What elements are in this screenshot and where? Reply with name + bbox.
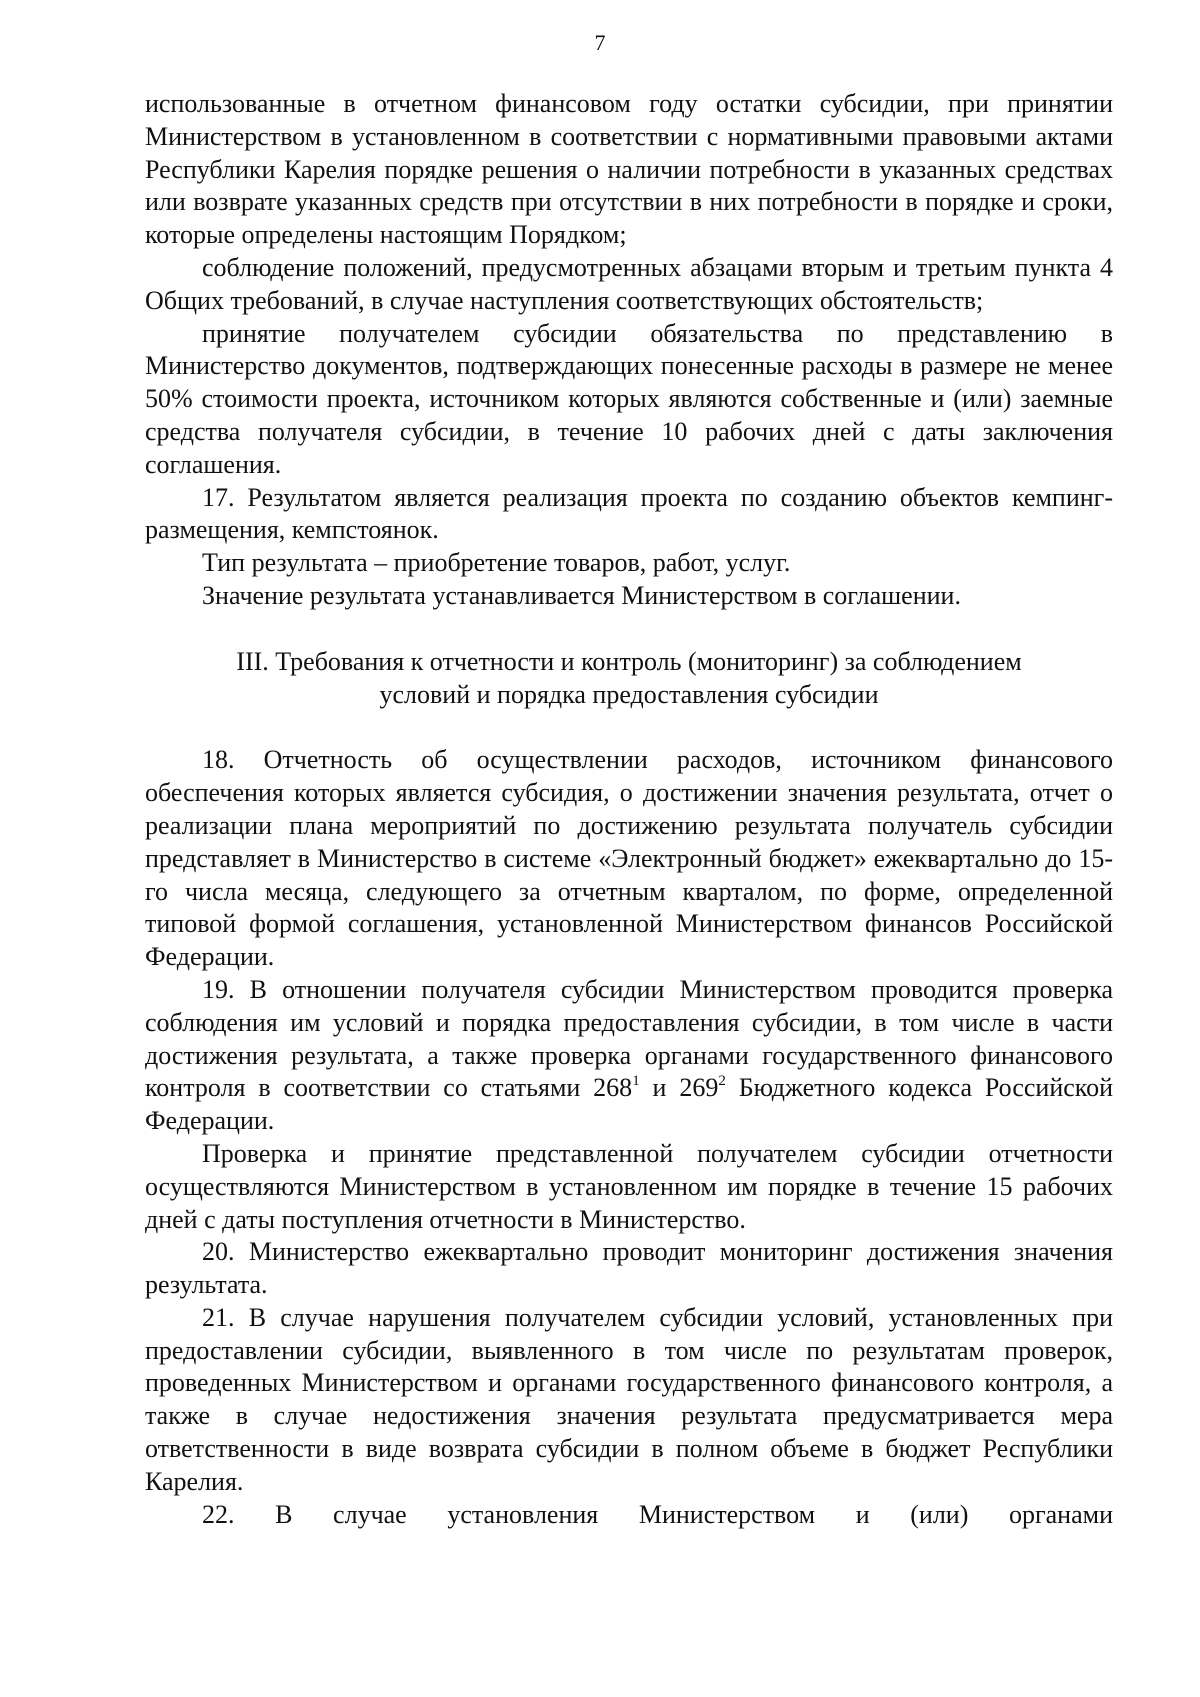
superscript-2: 2 bbox=[718, 1072, 726, 1089]
paragraph-recipient-obligation: принятие получателем субсидии обязательства по представлению в Министерство документов, подтверждающих понесенные расходы в размере не менее 50% стоимости проекта, источником которых являются собственные и (или) заемные средства получателя субсидии, в течение 10 рабочих дней с даты заключения соглашения. bbox=[145, 318, 1113, 479]
paragraph-19-text-1: 19. В отношении получателя субсидии Министерством проводится проверка соблюдения им условий и порядка предоставления субсидии, в том числе в части достижения результата, а также проверка органами государственного финансового контроля в соответствии со статьями 268 bbox=[145, 974, 1113, 1103]
paragraph-remaining-balance: использованные в отчетном финансовом году остатки субсидии, при принятии Министерством в установленном в соответствии с нормативными правовыми актами Республики Карелия порядке решения о наличии потребности в указанных средствах или возврате указанных средств при отсутствии в них потребности в порядке и сроки, которые определены настоящим Порядком; bbox=[145, 89, 1113, 250]
paragraph-18-reporting: 18. Отчетность об осуществлении расходов, источником финансового обеспечения которых является субсидия, о достижении значения результата, отчет о реализации плана мероприятий по достижению результата получатель субсидии представляет в Министерство в системе «Электронный бюджет» ежеквартально до 15-го числа месяца, следующего за отчетным кварталом, по форме, определенной типовой формой соглашения, установленной Министерством финансов Российской Федерации. bbox=[145, 745, 1113, 972]
paragraph-17-result: 17. Результатом является реализация проекта по созданию объектов кемпинг-размещения, кемпстоянок. bbox=[145, 482, 1113, 545]
paragraph-19-text-2: и 269 bbox=[639, 1073, 719, 1103]
page-number: 7 bbox=[594, 30, 606, 55]
paragraph-result-type: Тип результата – приобретение товаров, работ, услуг. bbox=[202, 548, 791, 578]
paragraph-19-inspection bbox=[145, 974, 1113, 1138]
paragraph-22-start: 22. В случае установления Министерством и (или) органами bbox=[202, 1499, 1113, 1529]
section-heading-iii bbox=[145, 646, 1113, 712]
paragraph-result-value: Значение результата устанавливается Министерством в соглашении. bbox=[202, 580, 961, 610]
section-heading-line-2: условий и порядка предоставления субсидии bbox=[379, 679, 879, 709]
paragraph-20-monitoring: 20. Министерство ежеквартально проводит мониторинг достижения значения результата. bbox=[145, 1237, 1113, 1300]
section-heading-line-1: III. Требования к отчетности и контроль (мониторинг) за соблюдением bbox=[236, 646, 1022, 676]
superscript-1: 1 bbox=[632, 1072, 640, 1089]
paragraph-general-requirements: соблюдение положений, предусмотренных абзацами вторым и третьим пункта 4 Общих требований, в случае наступления соответствующих обстоятельств; bbox=[145, 252, 1113, 315]
paragraph-report-acceptance: Проверка и принятие представленной получателем субсидии отчетности осуществляются Министерством в установленном им порядке в течение 15 рабочих дней с даты поступления отчетности в Министерство. bbox=[145, 1138, 1113, 1234]
document-body bbox=[145, 88, 1113, 1531]
paragraph-21-liability: 21. В случае нарушения получателем субсидии условий, установленных при предоставлении субсидии, выявленного в том числе по результатам проверок, проведенных Министерством и органами государственного финансового контроля, а также в случае недостижения значения результата предусматривается мера ответственности в виде возврата субсидии в полном объеме в бюджет Республики Карелия. bbox=[145, 1302, 1113, 1496]
paragraph-19-text-3: Бюджетного кодекса Российской Федерации. bbox=[145, 1073, 1114, 1136]
